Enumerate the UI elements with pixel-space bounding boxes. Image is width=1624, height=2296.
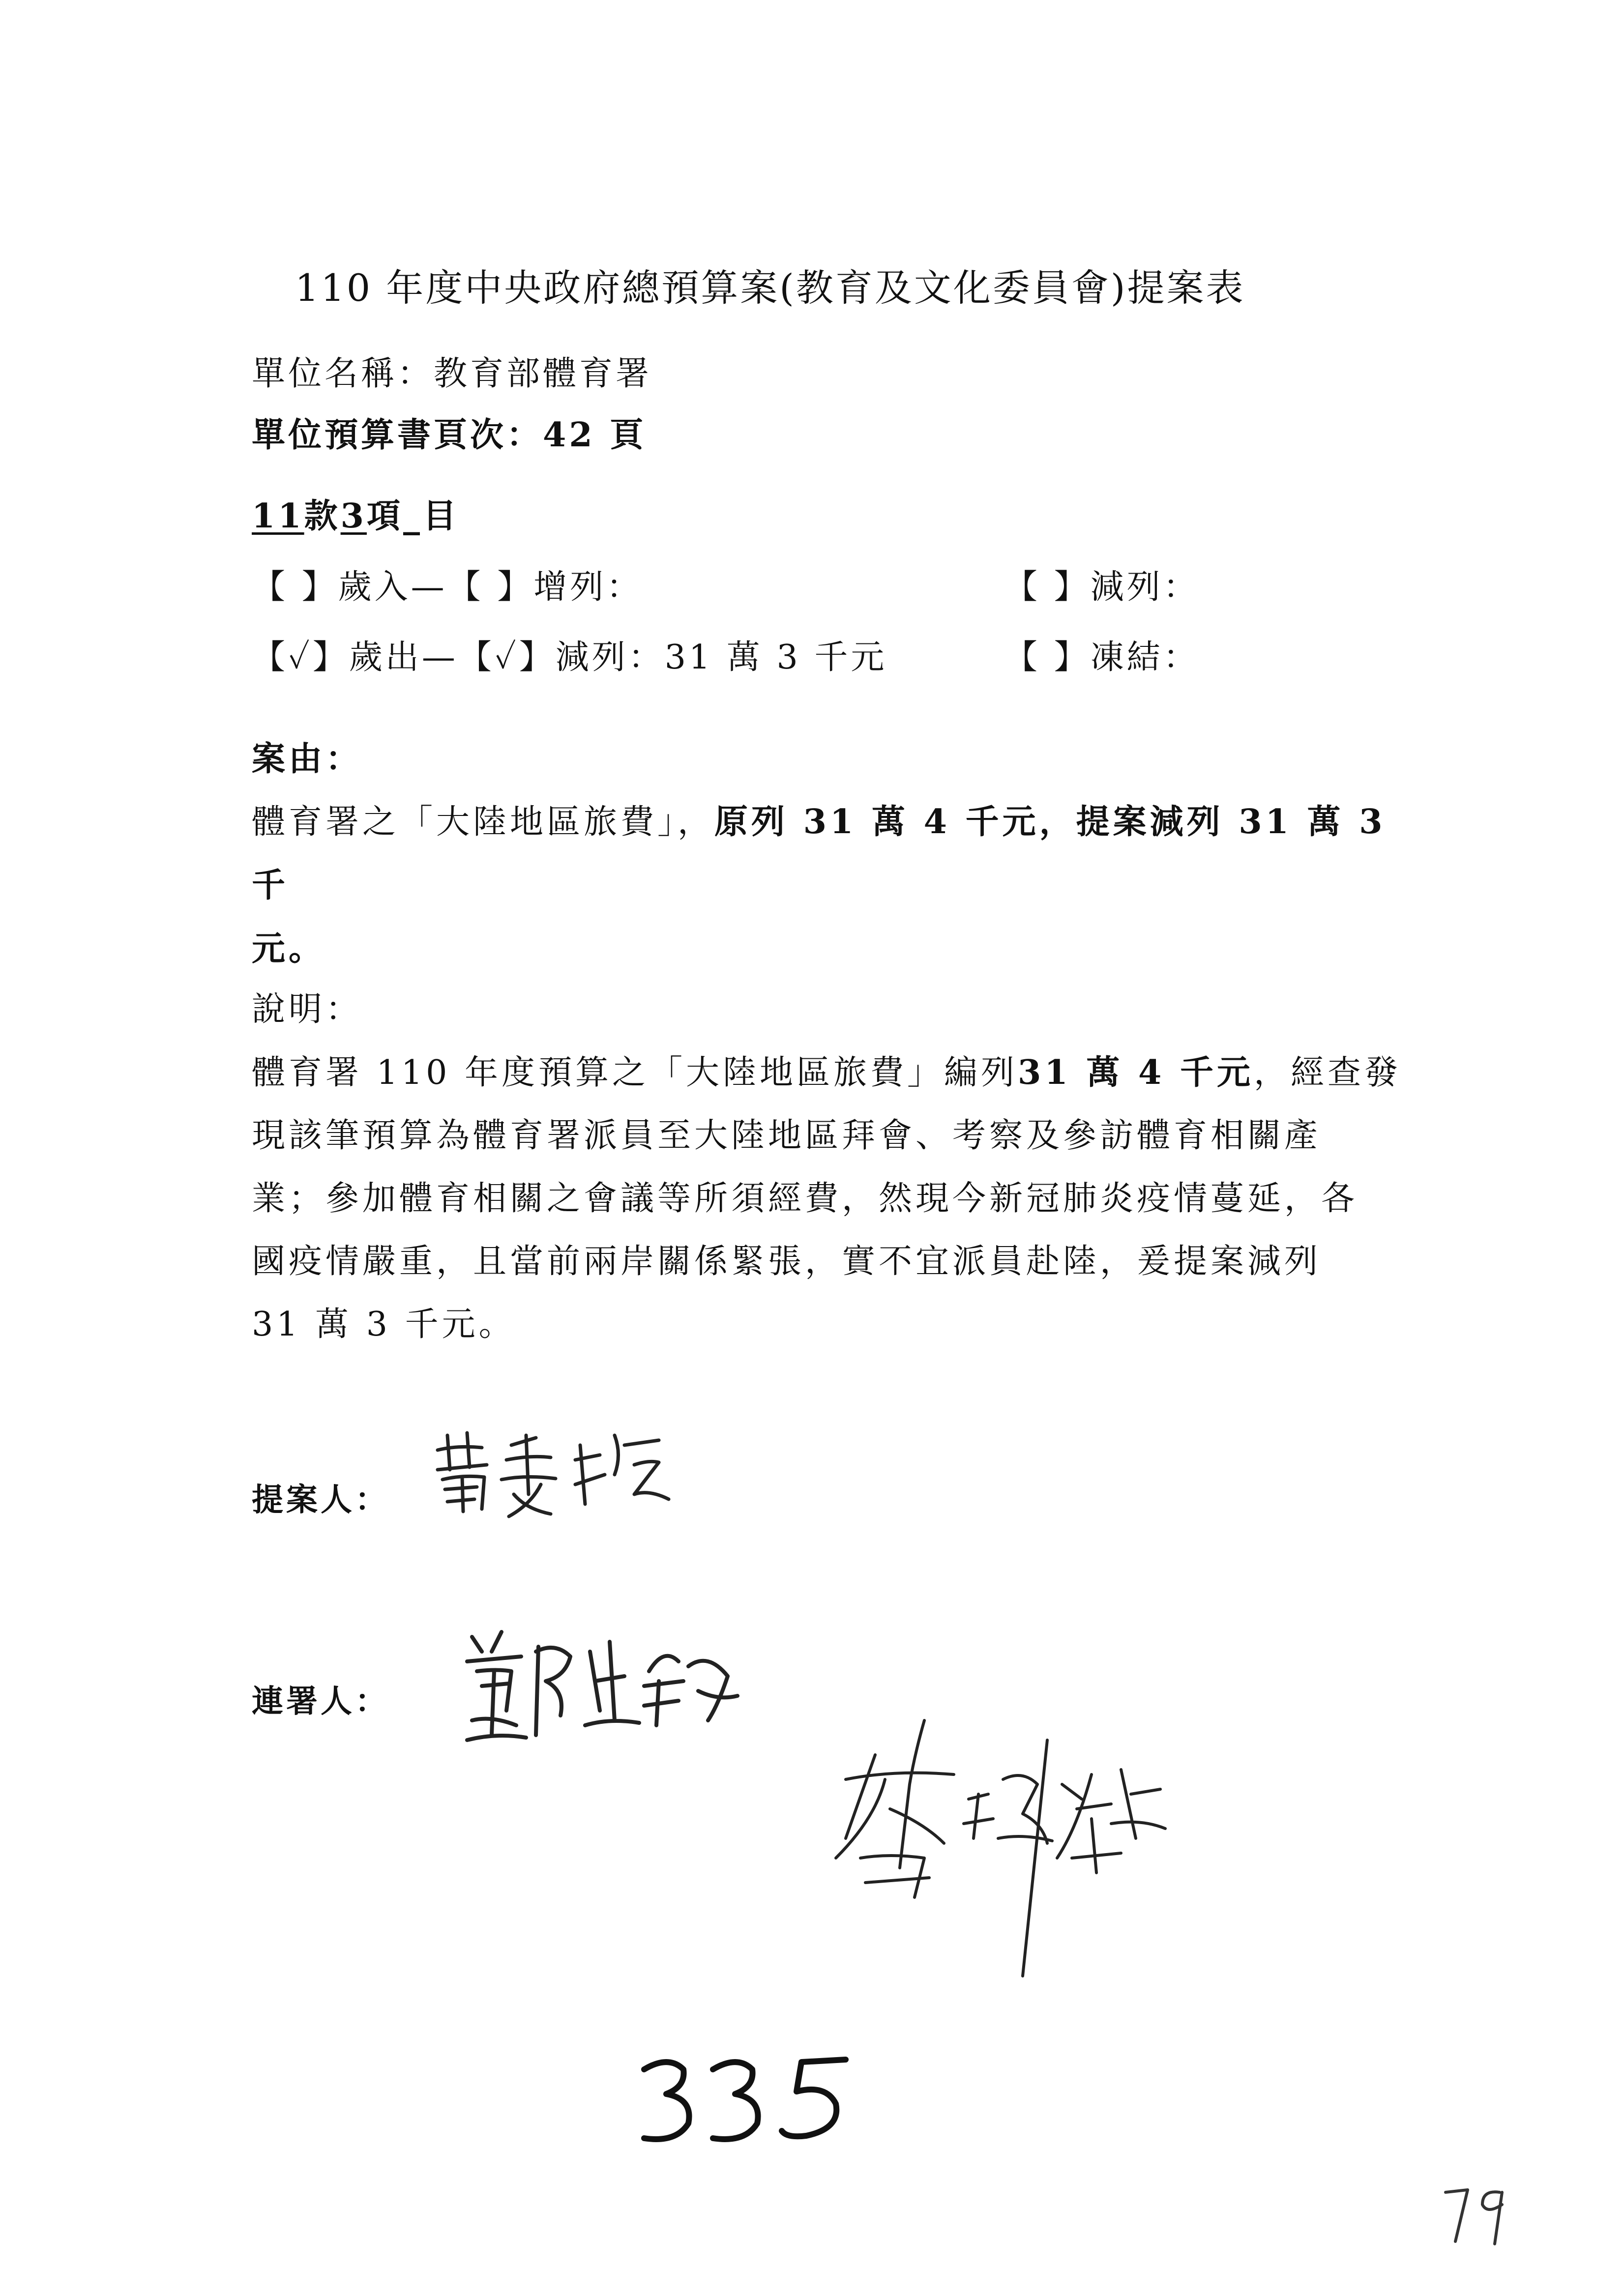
explanation-line-2: 現該筆預算為體育署派員至大陸地區拜會、考察及參訪體育相關產: [252, 1116, 1322, 1155]
kuan-number: 11: [252, 496, 304, 536]
checkbox-row-expenditure: [252, 631, 1383, 678]
explanation-text-a: 體育署 110 年度預算之「大陸地區旅費」編列: [252, 1053, 1018, 1092]
explanation-line-1: [252, 1041, 1422, 1104]
budget-section-line: [252, 496, 459, 537]
budget-page-label: 單位預算書頁次：: [252, 415, 543, 455]
revenue-reduce-checkbox: 【 】減列：: [1004, 568, 1200, 607]
reason-text-bold: 原列 31 萬 4 千元，提案減列 31 萬 3 千: [252, 802, 1386, 905]
reason-heading: 案由：: [252, 739, 363, 779]
kuan-label: 款: [304, 496, 341, 536]
page-number-mark: [1441, 2182, 1514, 2251]
explanation-text-b: ，經查發: [1254, 1053, 1402, 1092]
reason-line-1: [252, 790, 1422, 917]
proposer-label: 提案人：: [252, 1482, 389, 1518]
explanation-section: [252, 978, 1422, 1356]
xiang-label: 項: [366, 496, 403, 536]
explanation-line-4: 國疫情嚴重，且當前兩岸關係緊張，實不宜派員赴陸，爰提案減列: [252, 1242, 1322, 1281]
handwritten-number-335: [629, 2045, 856, 2153]
unit-name-line: [252, 354, 652, 394]
cosigner-signature-2: [816, 1711, 1170, 1986]
unit-name-label: 單位名稱：: [252, 354, 434, 393]
checkbox-row-revenue: [252, 560, 1383, 608]
mu-label: 目: [423, 496, 460, 536]
freeze-checkbox: 【 】凍結：: [1004, 638, 1200, 677]
reason-line-2: 元。: [252, 929, 326, 968]
reason-text-normal: 體育署之「大陸地區旅費」，: [252, 803, 715, 842]
unit-name-value: 教育部體育署: [434, 354, 652, 393]
explanation-heading: 說明：: [252, 990, 363, 1029]
budget-page-line: [252, 415, 646, 456]
cosigner-label: 連署人：: [252, 1683, 389, 1720]
mu-blank: _: [403, 496, 423, 536]
budget-page-value: 42 頁: [543, 415, 647, 455]
revenue-checkboxes: 【 】歲入—【 】增列：: [252, 568, 643, 607]
reason-section: [252, 727, 1422, 980]
explanation-amount: 31 萬 4 千元: [1018, 1053, 1254, 1092]
explanation-line-5: 31 萬 3 千元。: [252, 1305, 516, 1344]
expenditure-checkboxes: 【✓】歲出—【✓】減列：31 萬 3 千元: [252, 638, 887, 677]
proposer-signature: [428, 1416, 703, 1524]
explanation-line-3: 業；參加體育相關之會議等所須經費，然現今新冠肺炎疫情蔓延，各: [252, 1179, 1358, 1218]
cosigner-signature-1: [452, 1622, 757, 1750]
document-title: 110 年度中央政府總預算案(教育及文化委員會)提案表: [295, 266, 1245, 310]
xiang-number: 3: [340, 496, 367, 536]
